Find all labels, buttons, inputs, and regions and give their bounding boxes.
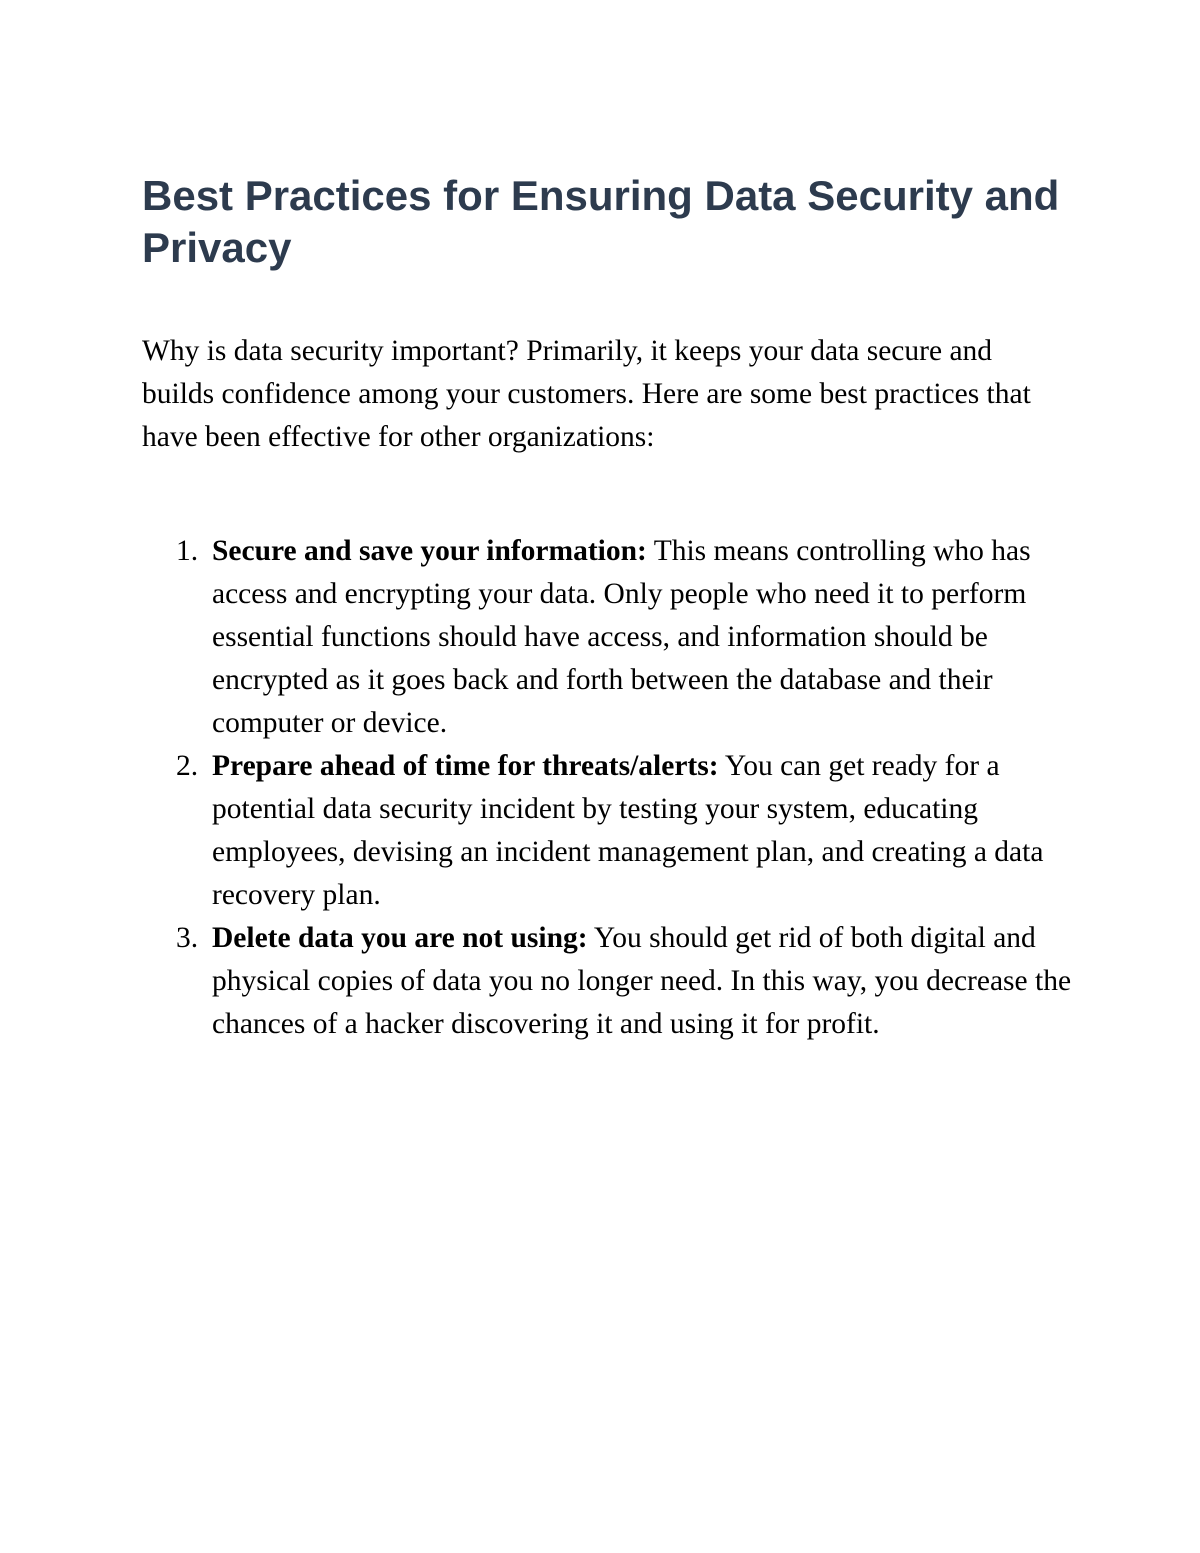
- list-item: [0, 530, 1072, 745]
- list-item-heading: Delete data you are not using:: [212, 922, 588, 954]
- list-item-text: You should get rid of both digital and physical copies of data you no longer need. In this way, you decrease the chances of a hacker discovering it and using it for profit.: [212, 922, 1072, 1040]
- practices-list: [0, 530, 1100, 1046]
- list-item-text: You can get ready for a potential data security incident by testing your system, educating employees, devising an incident management plan, and creating a data recovery plan.: [212, 750, 1044, 911]
- list-item-number: 3.: [176, 922, 199, 954]
- list-item-heading: Prepare ahead of time for threats/alerts:: [212, 750, 719, 782]
- list-item: [0, 745, 1072, 917]
- list-item-text: This means controlling who has access and encrypting your data. Only people who need it to perform essential functions should have access, and information should be encrypted as it goes back and forth between the database and their computer or device.: [212, 535, 1031, 739]
- document-title: Best Practices for Ensuring Data Security and Privacy: [142, 172, 1060, 271]
- list-item-number: 2.: [176, 750, 199, 782]
- intro-paragraph: Why is data security important? Primarily, it keeps your data secure and builds confidence among your customers. Here are some best practices that have been effective for other organizations:: [142, 335, 1031, 453]
- list-item-number: 1.: [176, 535, 199, 567]
- list-item: [0, 917, 1072, 1046]
- list-item-heading: Secure and save your information:: [212, 535, 647, 567]
